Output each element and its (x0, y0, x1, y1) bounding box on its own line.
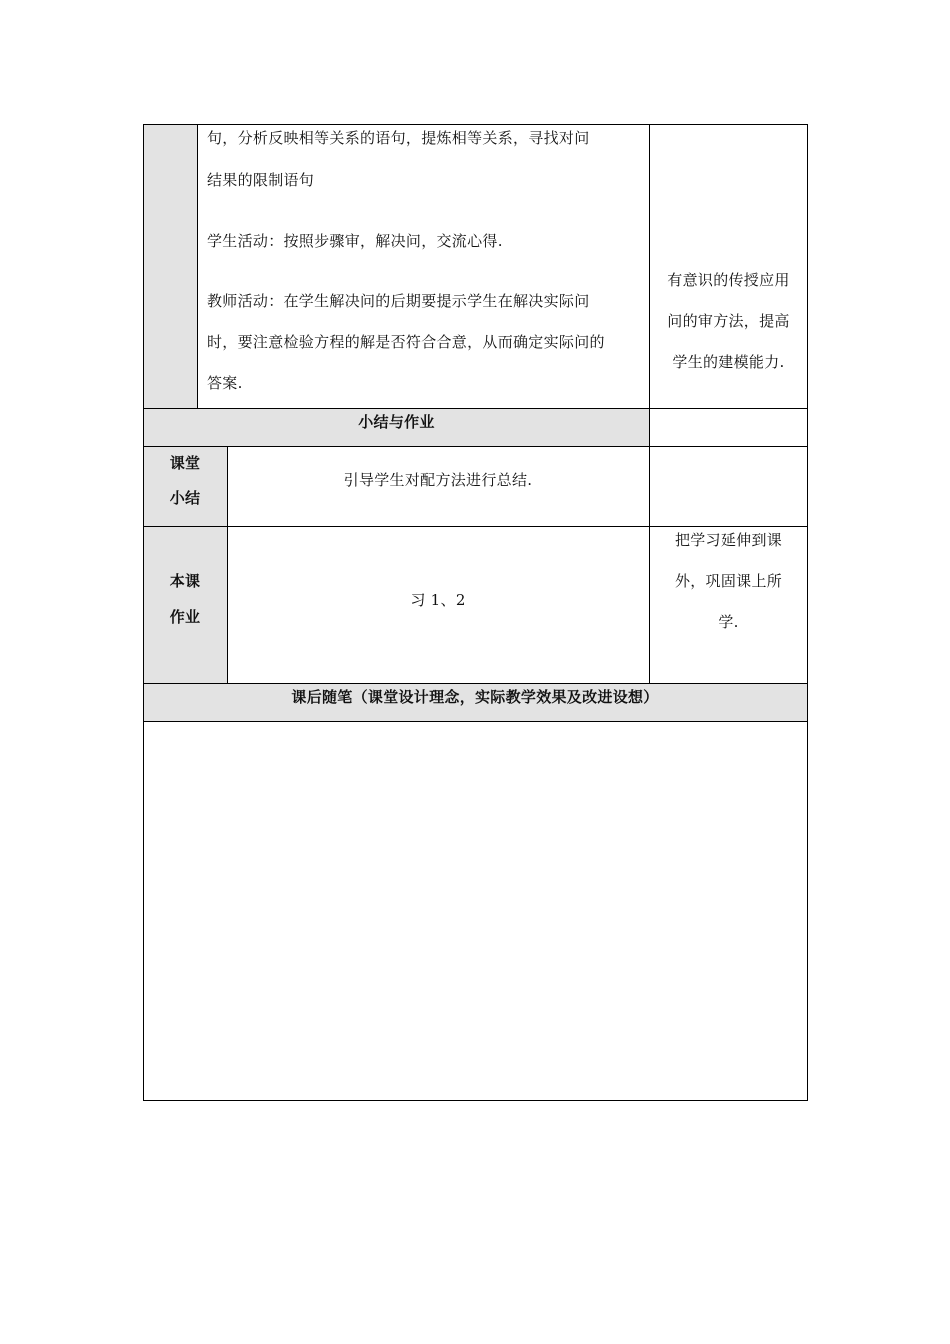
summary-header-title: 小结与作业 (358, 413, 435, 431)
activity-note-line: 学生的建模能力. (672, 353, 785, 371)
border-row-3 (143, 526, 808, 527)
homework-content: 习 1、2 (410, 591, 466, 609)
activity-line: 教师活动：在学生解决问的后期要提示学生在解决实际问 (207, 292, 590, 310)
homework-label: 作业 (169, 608, 201, 626)
border-row-1 (143, 408, 808, 409)
border-row-2 (143, 446, 808, 447)
homework-note-line: 学. (718, 613, 739, 631)
activity-line: 结果的限制语句 (207, 171, 315, 189)
border-bottom (143, 1100, 808, 1101)
homework-note-line: 外，巩固课上所 (674, 572, 783, 590)
border-row-5 (143, 721, 808, 722)
activity-line: 时，要注意检验方程的解是否符合合意，从而确定实际问的 (207, 333, 605, 351)
activity-note-line: 有意识的传授应用 (667, 271, 790, 289)
afterword-body (150, 730, 800, 1090)
border-top (143, 124, 808, 125)
activity-line: 答案. (207, 374, 243, 392)
homework-label: 本课 (169, 572, 201, 590)
homework-note-line: 把学习延伸到课 (674, 531, 783, 549)
left-margin-column (143, 125, 197, 408)
activity-note-line: 问的审方法，提高 (667, 312, 790, 330)
class-summary-label: 课堂 (169, 454, 201, 472)
activity-line: 学生活动：按照步骤审，解决问，交流心得. (207, 232, 503, 250)
border-right (807, 124, 808, 1101)
afterword-title: 课后随笔（课堂设计理念，实际教学效果及改进设想） (291, 688, 659, 706)
border-col-c (649, 124, 650, 684)
class-summary-label: 小结 (169, 489, 201, 507)
border-col-a (197, 124, 198, 409)
class-summary-content: 引导学生对配方法进行总结. (343, 471, 533, 489)
activity-line: 句，分析反映相等关系的语句，提炼相等关系，寻找对问 (207, 129, 590, 147)
border-row-4 (143, 683, 808, 684)
homework-label-cell (143, 526, 227, 683)
